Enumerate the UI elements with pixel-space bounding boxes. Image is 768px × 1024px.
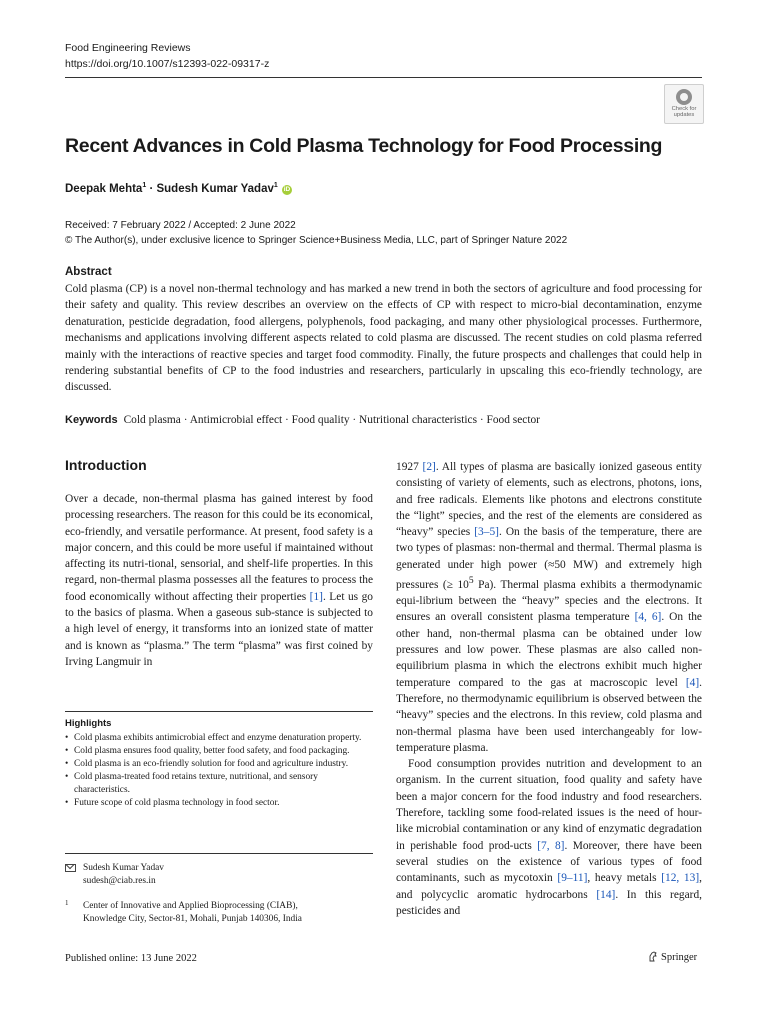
publisher-name: Springer xyxy=(661,952,698,963)
highlight-item: • Cold plasma-treated food retains texture, nutritional, and sensory characteristics. xyxy=(65,771,365,797)
paragraph: Over a decade, non-thermal plasma has gained interest by food processing researchers. The reason for this could be its economical, eco-friendly, and versatile performance. At present, food safety is a major concern, and this could be more useful if maintained without affecting its nutri-tional, sensorial, and shelf-life properties. In this regard, non-thermal plasma possesses all the features to process the food economically without affecting their properties [1]. Let us go to the basics of plasma. When a gaseous sub-stance is subjected to a high level of energy, it transforms into an ionized state of matter and is known as “plasma.” The term “plasma” was first coined by Irving Langmuir in xyxy=(65,493,373,668)
paper-title: Recent Advances in Cold Plasma Technology for Food Processing xyxy=(65,135,663,157)
section-heading-introduction: Introduction xyxy=(65,457,147,473)
citation-link[interactable]: [4] xyxy=(685,676,700,689)
keywords-label: Keywords xyxy=(65,414,118,426)
affiliation-line: Center of Innovative and Applied Bioprocessing (CIAB), xyxy=(83,901,298,911)
intro-left-column xyxy=(65,491,373,670)
highlight-item: • Cold plasma is an eco-friendly solution for food and agriculture industry. xyxy=(65,758,365,771)
citation-link[interactable]: [12, 13] xyxy=(661,872,700,885)
copyright-line: © The Author(s), under exclusive licence to Springer Science+Business Media, LLC, part of Springer Nature 2022 xyxy=(65,235,568,246)
paragraph: Food consumption provides nutrition and development to an organism. In the current situation, food quality and safety have been a major concern for the food industry and food researchers. Therefore, tackling some food-related issues is the need of hour-like microbial contamination or any kind of enzymatic degradation in perishable food prod-ucts [7, 8]. Moreover, there have been several studies on the existence of various types of food contaminants, such as mycotoxin [9–11], heavy metals [12, 13], and polycyclic aromatic hydrocarbons [14]. In this regard, pesticides and xyxy=(396,758,702,917)
citation-link[interactable]: [7, 8] xyxy=(537,839,565,852)
corresponding-author: Sudesh Kumar Yadav xyxy=(83,863,164,873)
citation-link[interactable]: [4, 6] xyxy=(634,611,662,624)
citation-link[interactable]: [14] xyxy=(596,888,616,901)
citation-link[interactable]: [1] xyxy=(309,590,323,603)
affiliation-line: Knowledge City, Sector-81, Mohali, Punjab 140306, India xyxy=(83,914,302,924)
check-for-updates-badge[interactable] xyxy=(664,84,704,124)
intro-right-column xyxy=(396,459,702,919)
highlights-list xyxy=(65,732,365,809)
corresponding-email[interactable]: sudesh@ciab.res.in xyxy=(83,876,156,886)
author-affil-sup: 1 xyxy=(273,182,278,189)
highlight-item: • Cold plasma ensures food quality, better food safety, and food packaging. xyxy=(65,745,365,758)
affiliation-number: 1 xyxy=(65,899,69,907)
keywords xyxy=(65,412,702,428)
springer-horse-icon xyxy=(648,951,658,962)
keywords-list: Cold plasma · Antimicrobial effect · Food quality · Nutritional characteristics · Food sector xyxy=(123,414,540,426)
author-list xyxy=(65,178,292,197)
citation-link[interactable]: [2] xyxy=(422,461,436,473)
article-dates xyxy=(65,218,567,248)
envelope-icon xyxy=(65,864,76,872)
journal-name: Food Engineering Reviews xyxy=(65,42,191,54)
publisher-logo xyxy=(648,951,697,963)
check-updates-icon xyxy=(676,89,692,105)
author-affil-sup: 1 xyxy=(142,182,147,189)
author-name[interactable]: Sudesh Kumar Yadav xyxy=(156,182,274,195)
paragraph: 1927 [2]. All types of plasma are basically ionized gaseous entity consisting of variety of elements, such as electrons, photons, ions, and free radicals. Elements like photons and electrons constitute the “light” species, and the rest of the elements are considered as “heavy” species [3–5]. On the basis of the temperature, there are two types of plasmas: non-thermal and thermal. Thermal plasma is generated under high power (≈50 MW) and extremely high pressures (≥ $10^5$ Pa). Thermal plasma exhibits a thermodynamic equi-librium between the “heavy” species and the electrons. It ensures an overall consistent plasma temperature [4, 6]. On the other hand, non-thermal plasma can be obtained under low pressures and low power. These plasmas are also called non-equilibrium plasma in which the electrons exhibit much higher temperature compared to the gas at macroscopic level [4]. Therefore, no thermodynamic equilibrium is observed between the “heavy” species and the electrons. In this review, cold plasma and non-thermal plasma have been used interchangeably for low-temperature plasma. xyxy=(396,461,702,754)
highlight-item: • Future scope of cold plasma technology in food sector. xyxy=(65,797,365,810)
journal-header xyxy=(65,40,269,72)
highlights-heading: Highlights xyxy=(65,718,112,729)
badge-line1: Check for xyxy=(671,106,697,112)
badge-line2: updates xyxy=(673,112,695,118)
published-online: Published online: 13 June 2022 xyxy=(65,953,197,964)
highlights-bottom-rule xyxy=(65,853,373,854)
author-name[interactable]: Deepak Mehta xyxy=(65,182,143,195)
highlights-top-rule xyxy=(65,711,373,712)
doi-link[interactable]: https://doi.org/10.1007/s12393-022-09317-z xyxy=(65,58,270,70)
header-rule xyxy=(65,77,702,78)
author-separator: · xyxy=(146,182,157,195)
abstract-heading: Abstract xyxy=(65,266,112,278)
citation-link[interactable]: [3–5] xyxy=(474,526,499,539)
abstract-text: Cold plasma (CP) is a novel non-thermal technology and has marked a new trend in both the sectors of agriculture and food processing for their safety and quality. This review describes an overview on the effects of CP with respect to micro-bial decontamination, enzyme denaturation, pesticide degradation, food allergens, polyphenols, food packaging, and many other physiological processes. Furthermore, mechanisms and applications involving different aspects related to cold plasma are discussed. The recent studies on cold plasma referred mainly with the interactions of reactive species and target food commodity. Finally, the future prospects and challenges that could help in rendering substantial benefits of CP to the food industries and researchers, particularly in upscaling this eco-friendly technology, are discussed. xyxy=(65,283,702,394)
citation-link[interactable]: [9–11] xyxy=(557,872,588,885)
received-accepted: Received: 7 February 2022 / Accepted: 2 June 2022 xyxy=(65,220,296,231)
highlight-item: • Cold plasma exhibits antimicrobial effect and enzyme denaturation property. xyxy=(65,732,365,745)
orcid-icon[interactable]: iD xyxy=(283,185,291,193)
